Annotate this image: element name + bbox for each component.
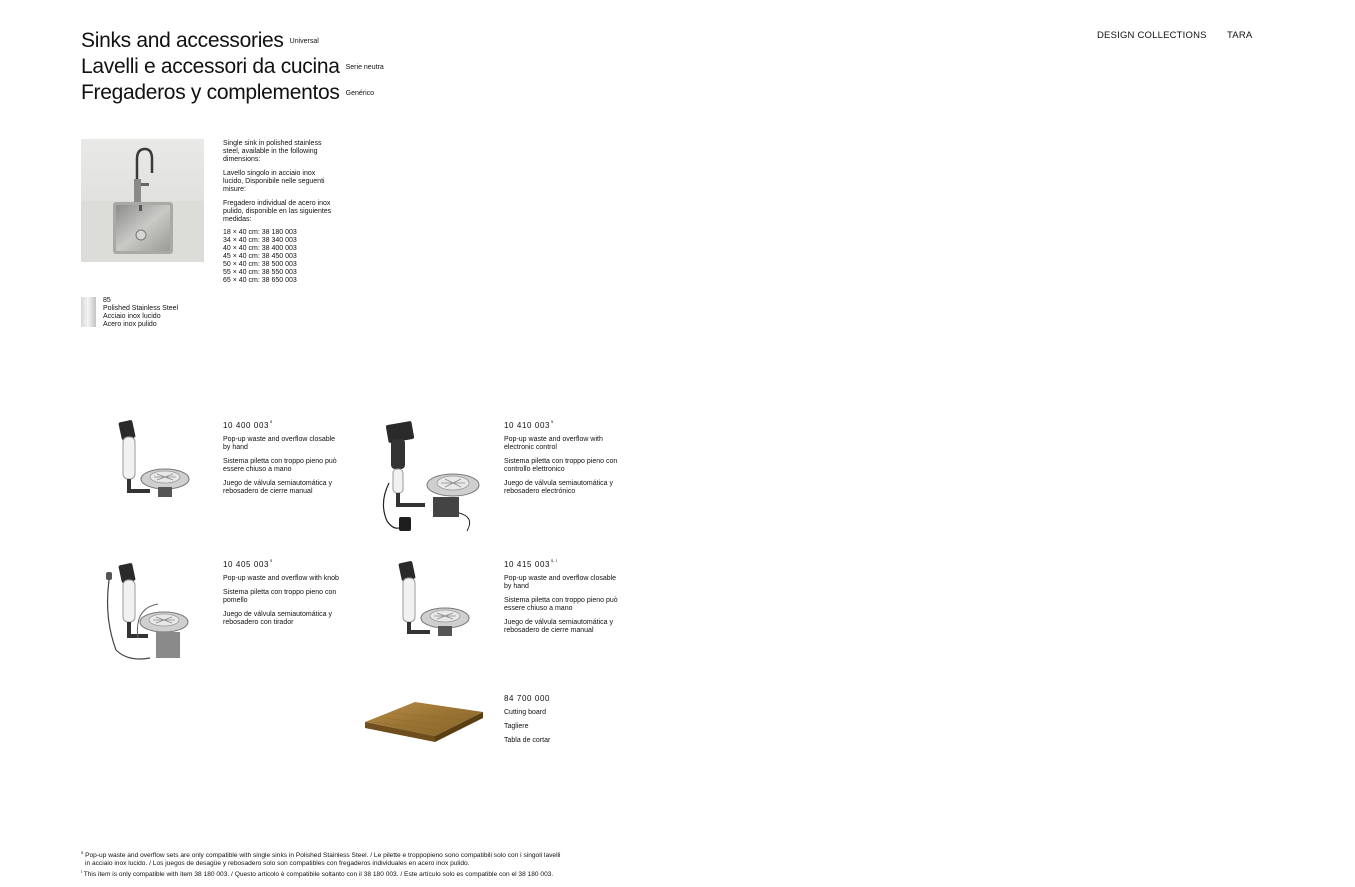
product-line-english: Pop-up waste and overflow closable by hand bbox=[223, 436, 336, 451]
description-english: Single sink in polished stainless steel, available in the following dimensions: bbox=[223, 140, 322, 163]
product-code bbox=[223, 418, 343, 430]
title-sub: Universal bbox=[289, 38, 319, 45]
title-main: Sinks and accessories bbox=[81, 29, 284, 52]
product-line-italian: Tagliere bbox=[504, 723, 529, 730]
finish-name-italian: Acciaio inox lucido bbox=[103, 313, 161, 320]
product-10405003 bbox=[223, 557, 343, 633]
title-spanish bbox=[81, 80, 384, 106]
pop-up-waste-electronic-image bbox=[375, 413, 485, 541]
description-italian: Lavello singolo in acciaio inox lucido, Disponibile nelle seguenti misure: bbox=[223, 170, 325, 193]
footnote-mark: i bbox=[81, 869, 82, 874]
finish-name-spanish: Acero inox pulido bbox=[103, 321, 157, 328]
dimension-item: 55 × 40 cm: 38 550 003 bbox=[223, 269, 297, 276]
title-main: Fregaderos y complementos bbox=[81, 81, 340, 104]
product-code-text: 10 405 003 bbox=[223, 560, 270, 569]
product-line-italian: Sistema piletta con troppo pieno con controllo elettronico bbox=[504, 458, 618, 473]
product-code bbox=[223, 557, 343, 569]
sink-photo bbox=[81, 139, 204, 262]
product-line-italian: Sistema piletta con troppo pieno con pomello bbox=[223, 589, 337, 604]
finish-name-english: Polished Stainless Steel bbox=[103, 305, 179, 312]
title-sub: Serie neutra bbox=[345, 64, 384, 71]
cutting-board-photo bbox=[363, 698, 485, 758]
pop-up-waste-hand-small-image bbox=[390, 556, 485, 646]
footnote-s bbox=[81, 849, 560, 860]
product-84700000 bbox=[504, 695, 624, 751]
product-line-english: Pop-up waste and overflow with electronic control bbox=[504, 436, 603, 451]
footnote-text: in acciaio inox lucido. / Los juegos de desagüe y rebosadero solo son compatibles con fregaderos individuales en acero inox pulido. bbox=[85, 860, 470, 867]
product-code bbox=[504, 418, 624, 430]
product-line-spanish: Juego de válvula semiautomática y rebosadero electrónico bbox=[504, 480, 613, 495]
dimension-item: 40 × 40 cm: 38 400 003 bbox=[223, 245, 297, 252]
product-line-spanish: Juego de válvula semiautomática y rebosadero de cierre manual bbox=[223, 480, 332, 495]
product-line-spanish: Tabla de cortar bbox=[504, 737, 551, 744]
product-line-english: Pop-up waste and overflow with knob bbox=[223, 575, 339, 582]
nav-tara[interactable]: TARA bbox=[1227, 30, 1253, 41]
finish-label bbox=[103, 297, 178, 329]
footnote-mark: s, i bbox=[551, 558, 557, 563]
footnote-mark: s bbox=[551, 419, 554, 424]
dimension-item: 18 × 40 cm: 38 180 003 bbox=[223, 229, 297, 236]
product-line-spanish: Juego de válvula semiautomática y rebosadero de cierre manual bbox=[504, 619, 613, 634]
product-10400003 bbox=[223, 418, 343, 502]
footnote-text: Pop-up waste and overflow sets are only compatible with single sinks in Polished Stainless Steel. / Le pilette e troppopieno sono compatibili solo con i singoli lavelli bbox=[85, 852, 561, 859]
footnotes bbox=[81, 849, 560, 879]
title-main: Lavelli e accessori da cucina bbox=[81, 55, 340, 78]
nav-design-collections[interactable]: DESIGN COLLECTIONS bbox=[1097, 30, 1207, 41]
product-code bbox=[504, 557, 624, 569]
product-line-italian: Sistema piletta con troppo pieno può essere chiuso a mano bbox=[504, 597, 618, 612]
pop-up-waste-hand-image bbox=[110, 415, 205, 510]
product-line-english: Pop-up waste and overflow closable by hand bbox=[504, 575, 617, 590]
title-italian bbox=[81, 54, 384, 80]
title-english bbox=[81, 28, 384, 54]
product-line-english: Cutting board bbox=[504, 709, 547, 716]
product-code-text: 10 415 003 bbox=[504, 560, 551, 569]
product-10415003 bbox=[504, 557, 624, 641]
product-10410003 bbox=[504, 418, 624, 502]
product-code: 84 700 000 bbox=[504, 694, 551, 703]
dimension-item: 65 × 40 cm: 38 650 003 bbox=[223, 277, 297, 284]
sink-description bbox=[223, 140, 333, 230]
title-sub: Genérico bbox=[345, 90, 375, 97]
footnote-mark: s bbox=[81, 850, 84, 855]
product-line-spanish: Juego de válvula semiautomática y rebosadero con tirador bbox=[223, 611, 332, 626]
sink-dimensions-list bbox=[223, 229, 297, 285]
page-title-block bbox=[81, 28, 384, 106]
footnote-mark: s bbox=[270, 419, 273, 424]
finish-code: 85 bbox=[103, 297, 111, 304]
description-spanish: Fregadero individual de acero inox pulido, disponible en las siguientes medidas: bbox=[223, 200, 332, 223]
dimension-item: 45 × 40 cm: 38 450 003 bbox=[223, 253, 297, 260]
dimension-item: 50 × 40 cm: 38 500 003 bbox=[223, 261, 297, 268]
pop-up-waste-knob-image bbox=[98, 558, 208, 668]
footnote-i bbox=[81, 868, 560, 879]
product-code-text: 10 410 003 bbox=[504, 421, 551, 430]
product-code-text: 10 400 003 bbox=[223, 421, 270, 430]
product-line-italian: Sistema piletta con troppo pieno può essere chiuso a mano bbox=[223, 458, 337, 473]
footnote-s-continued bbox=[81, 860, 560, 868]
finish-swatch bbox=[81, 297, 96, 327]
footnote-text: This item is only compatible with item 38 180 003. / Questo articolo è compatibile soltanto con il 38 180 003. / Este artículo solo es compatible con el 38 180 003. bbox=[83, 871, 554, 878]
footnote-mark: s bbox=[270, 558, 273, 563]
dimension-item: 34 × 40 cm: 38 340 003 bbox=[223, 237, 297, 244]
